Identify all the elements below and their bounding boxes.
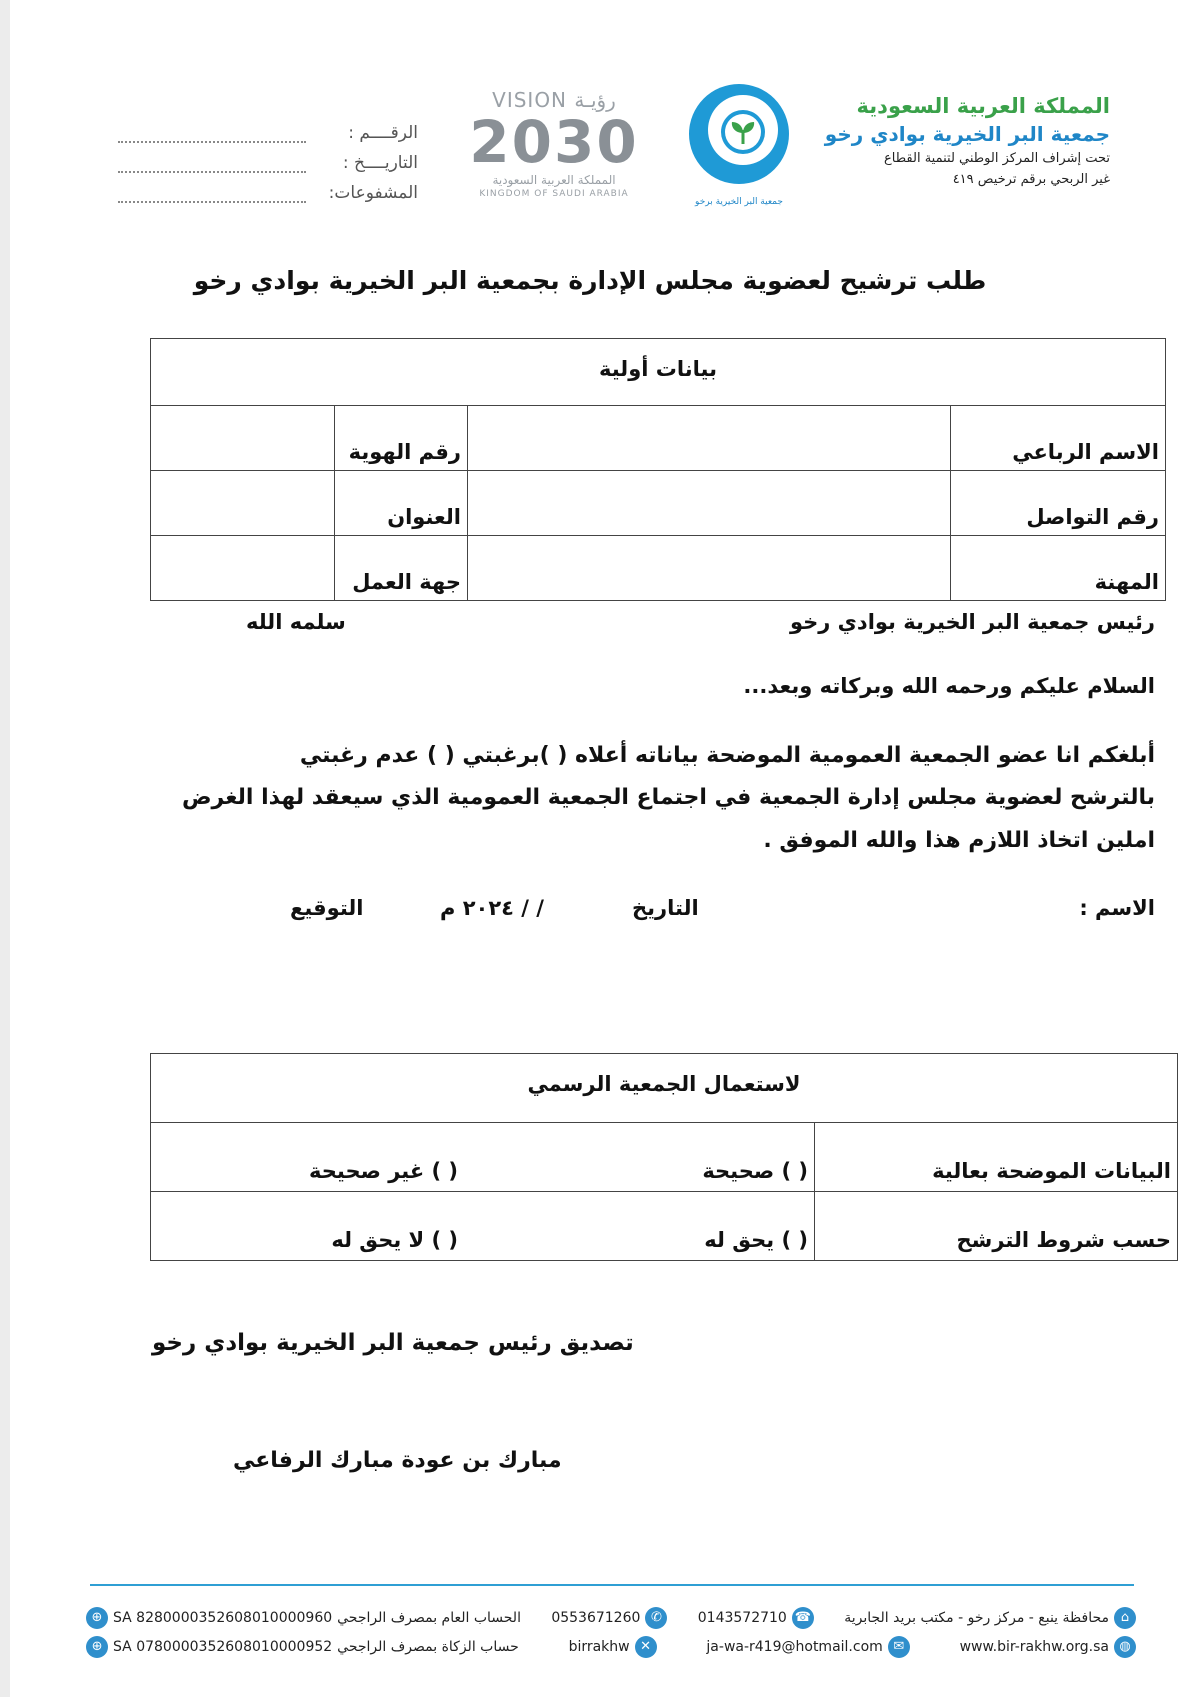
org-header	[810, 92, 1110, 190]
table-row	[151, 406, 1166, 471]
address-field[interactable]	[151, 471, 335, 536]
basic-label-cell: جهة العمل	[335, 536, 468, 601]
letter-greeting: السلام عليكم ورحمه الله وبركاته وبعد...	[743, 674, 1155, 698]
official-use-table	[150, 1053, 1178, 1261]
location-icon: ⌂	[1114, 1607, 1136, 1629]
employer-field[interactable]	[151, 536, 335, 601]
footer-account-general-value: SA 8280000352608010000960	[113, 1610, 333, 1626]
footer-account-general	[86, 1607, 521, 1629]
org-supervision: تحت إشراف المركز الوطني لتنمية القطاع	[884, 151, 1110, 166]
basic-data-table	[150, 338, 1166, 601]
ref-attachments-label: المشفوعات:	[328, 183, 418, 203]
footer-account-general-label: الحساب العام بمصرف الراجحي	[337, 1610, 521, 1626]
approval-name: مبارك بن عودة مبارك الرفاعي	[233, 1448, 562, 1473]
globe-icon: ◍	[1114, 1636, 1136, 1658]
bank-icon: ⊕	[86, 1636, 108, 1658]
vision-word: VISION رؤيـة	[492, 88, 616, 112]
signoff-date-value: / / ٢٠٢٤ م	[440, 896, 544, 920]
table-row	[151, 536, 1166, 601]
basic-label-cell: المهنة	[951, 536, 1166, 601]
ref-number-field[interactable]	[118, 127, 306, 143]
phone-field[interactable]	[468, 471, 951, 536]
official-label-cell: البيانات الموضحة بعالية	[815, 1123, 1178, 1192]
footer-phone	[698, 1607, 814, 1629]
footer-account-zakat	[86, 1636, 519, 1658]
profession-field[interactable]	[468, 536, 951, 601]
footer-phone-text[interactable]: 0143572710	[697, 1610, 787, 1626]
phone-icon: ☎	[792, 1607, 814, 1629]
vision-english: KINGDOM OF SAUDI ARABIA	[479, 189, 629, 199]
signoff-date-label: التاريخ	[632, 896, 699, 920]
table-row	[151, 471, 1166, 536]
vision-2030-logo	[464, 88, 644, 200]
ref-attachments-row	[118, 173, 418, 203]
ref-date-label: التاريــــخ :	[342, 153, 418, 173]
footer-divider	[90, 1584, 1134, 1586]
approval-title: تصديق رئيس جمعية البر الخيرية بوادي رخو	[152, 1330, 634, 1356]
charity-logo-icon	[683, 78, 795, 190]
full-name-field[interactable]	[468, 406, 951, 471]
official-heading: لاستعمال الجمعية الرسمي	[151, 1054, 1178, 1123]
x-icon: ✕	[635, 1636, 657, 1658]
vision-arabic: المملكة العربية السعودية	[492, 173, 616, 187]
ref-attachments-field[interactable]	[118, 187, 306, 203]
footer-x-text[interactable]: birrakhw	[568, 1639, 630, 1655]
charity-logo	[680, 78, 798, 208]
option-eligible[interactable]: ( ) يحق له	[464, 1192, 815, 1261]
official-label-cell: حسب شروط الترشح	[815, 1192, 1178, 1261]
email-icon: ✉	[888, 1636, 910, 1658]
footer-mobile	[551, 1607, 667, 1629]
ref-date-field[interactable]	[118, 157, 306, 173]
basic-label-cell: رقم الهوية	[335, 406, 468, 471]
footer-email-text[interactable]: ja-wa-r419@hotmail.com	[706, 1639, 883, 1655]
letter-para-line3: املين اتخاذ اللازم هذا والله الموفق .	[763, 828, 1155, 853]
basic-label-cell: رقم التواصل	[951, 471, 1166, 536]
ref-date-row	[118, 143, 418, 173]
vision-number: 2030	[469, 108, 639, 176]
org-license: غير الربحي برقم ترخيص ٤١٩	[952, 172, 1110, 187]
footer-mobile-text[interactable]: 0553671260	[551, 1610, 641, 1626]
table-row	[151, 1192, 1178, 1261]
org-country: المملكة العربية السعودية	[856, 94, 1110, 118]
ref-number-label: الرقــــم :	[348, 123, 418, 143]
option-not-eligible[interactable]: ( ) لا يحق له	[151, 1192, 465, 1261]
basic-data-heading: بيانات أولية	[151, 339, 1166, 406]
letter-para-line1: أبلغكم انا عضو الجمعية العمومية الموضحة بياناته أعلاه ( )برغبتي ( ) عدم رغبتي	[299, 743, 1155, 768]
bank-icon: ⊕	[86, 1607, 108, 1629]
option-valid[interactable]: ( ) صحيحة	[464, 1123, 815, 1192]
footer-account-zakat-label: حساب الزكاة بمصرف الراجحي	[337, 1639, 519, 1655]
whatsapp-icon: ✆	[645, 1607, 667, 1629]
logo-caption: جمعية البر الخيرية برخو	[695, 197, 783, 207]
letter-addressee: رئيس جمعية البر الخيرية بوادي رخو	[789, 610, 1155, 634]
footer-address-text: محافظة ينبع - مركز رخو - مكتب بريد الجابرية	[844, 1610, 1109, 1626]
id-number-field[interactable]	[151, 406, 335, 471]
footer-x	[569, 1636, 657, 1658]
footer-website	[960, 1636, 1136, 1658]
ref-number-row	[118, 113, 418, 143]
org-name: جمعية البر الخيرية بوادي رخو	[824, 122, 1110, 146]
footer-row-1	[86, 1605, 1136, 1631]
footer-row-2	[86, 1634, 1136, 1660]
reference-block	[118, 113, 418, 203]
table-row	[151, 1123, 1178, 1192]
basic-label-cell: العنوان	[335, 471, 468, 536]
footer-address	[844, 1607, 1136, 1629]
option-invalid[interactable]: ( ) غير صحيحة	[151, 1123, 465, 1192]
letter-honorific: سلمه الله	[246, 610, 346, 634]
signoff-signature-label: التوقيع	[290, 896, 364, 920]
basic-label-cell: الاسم الرباعي	[951, 406, 1166, 471]
footer-website-text[interactable]: www.bir-rakhw.org.sa	[959, 1639, 1109, 1655]
page-edge	[0, 0, 10, 1697]
footer-email	[706, 1636, 909, 1658]
signoff-name-label: الاسم :	[1079, 896, 1155, 920]
form-title: طلب ترشيح لعضوية مجلس الإدارة بجمعية البر الخيرية بوادي رخو	[193, 266, 987, 295]
footer-account-zakat-value: SA 0780000352608010000952	[113, 1639, 333, 1655]
letter-para-line2: بالترشح لعضوية مجلس إدارة الجمعية في اجتماع الجمعية العمومية الذي سيعقد لهذا الغرض	[181, 785, 1155, 810]
